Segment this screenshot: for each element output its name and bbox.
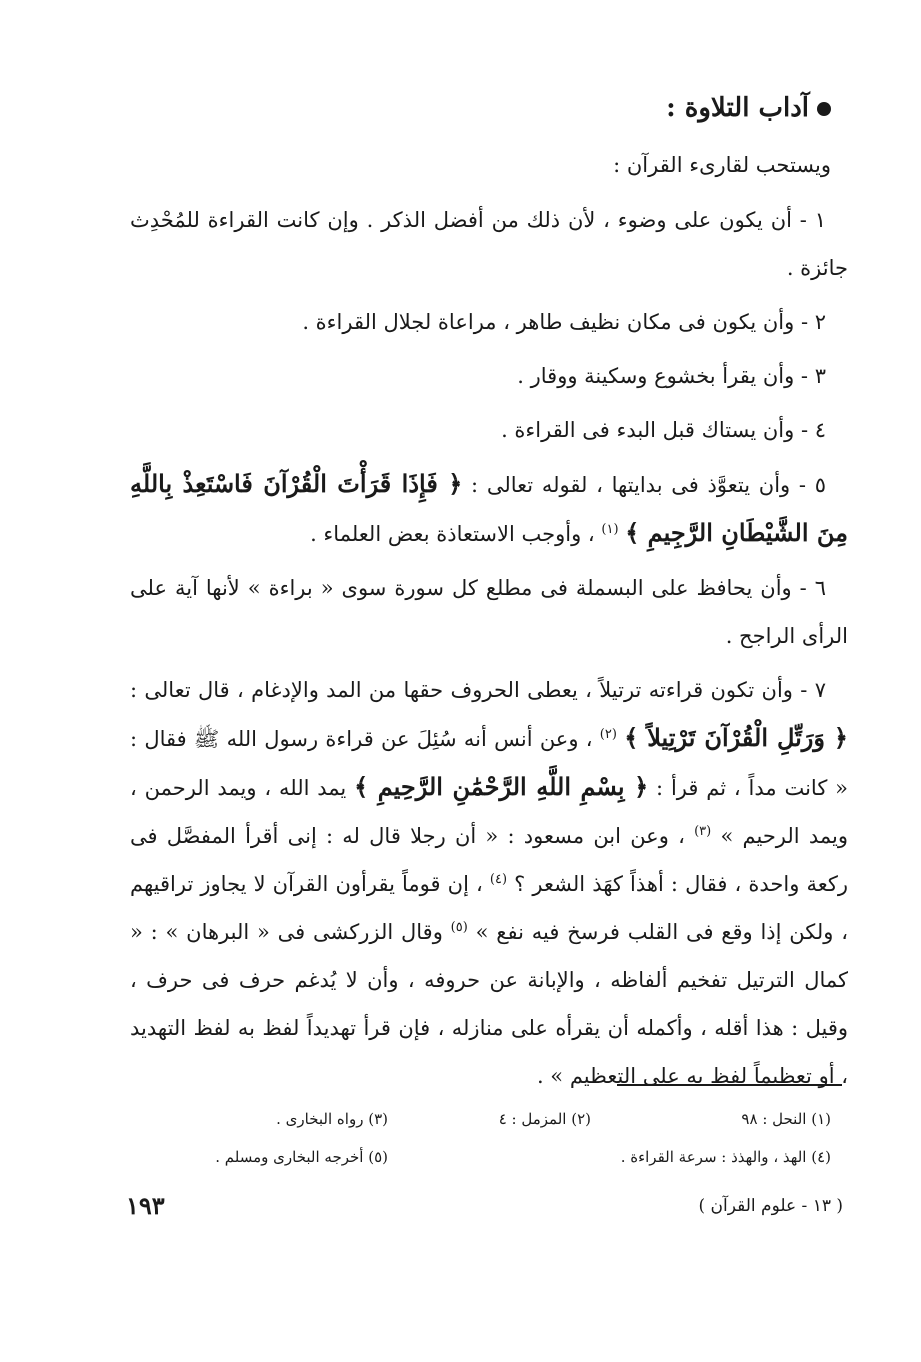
list-item-3: ٣ - وأن يقرأ بخشوع وسكينة ووقار .	[517, 364, 826, 388]
list-item-6: ٦ - وأن يحافظ على البسملة فى مطلع كل سورة سوى « براءة » لأنها آية على الرأى الراجح .	[130, 576, 848, 648]
footnote-ref-1: (١)	[601, 522, 619, 537]
item-7-text-c: يمد الله ، ويمد الرحمن ، ويمد الرحيم »	[130, 776, 848, 848]
footnote-divider	[617, 1084, 842, 1086]
bullet-icon	[817, 102, 831, 116]
quran-verse-istiadha: ﴿ فَإِذَا قَرَأْتَ الْقُرْآنَ فَاسْتَعِذْ بِاللَّهِ مِنَ الشَّيْطَانِ الرَّجِيمِ ﴾	[130, 469, 848, 547]
footnote-5: (٥) أخرجه البخارى ومسلم .	[215, 1148, 388, 1166]
footnote-ref-2: (٢)	[599, 727, 617, 742]
footnote-4: (٤) الهذ ، والهذذ : سرعة القراءة .	[620, 1148, 831, 1166]
intro-line: ويستحب لقارىء القرآن :	[613, 153, 831, 177]
list-item-5	[130, 460, 848, 558]
items-list	[130, 196, 848, 1106]
list-item-4: ٤ - وأن يستاك قبل البدء فى القراءة .	[501, 418, 826, 442]
item-7-text-d: ، وعن ابن مسعود : « أن رجلا قال له : إنى أقرأ المفصَّل فى ركعة واحدة ، فقال : أهذاً كهَذ الشعر ؟	[130, 824, 848, 896]
item-7-text-b: ، وعن أنس أنه سُئِلَ عن قراءة رسول الله ﷺ فقال : « كانت مداً ، ثم قرأ :	[130, 727, 849, 800]
list-item-2: ٢ - وأن يكون فى مكان نظيف طاهر ، مراعاة لجلال القراءة .	[302, 310, 826, 334]
item-7-text-f: وقال الزركشى فى « البرهان » : « كمال الترتيل تفخيم ألفاظه ، والإبانة عن حروفه ، وأن لا يُدغم حرف فى حرف ، وقيل : هذا أقله ، وأكمله أن يقرأه على منازله ، فإن قرأ تهديداً لفظ به لفظ التهديد ، أو تعظيماً لفظ به على التعظيم » .	[130, 920, 848, 1088]
quran-verse-basmala: ﴿ بِسْمِ اللَّهِ الرَّحْمَٰنِ الرَّحِيمِ ﴾	[354, 772, 649, 801]
footnote-ref-5: (٥)	[450, 920, 468, 935]
list-item-7	[130, 666, 848, 1100]
footnote-1: (١) النحل : ٩٨	[741, 1110, 831, 1128]
footnote-ref-3: (٣)	[694, 824, 712, 839]
footnote-3: (٣) رواه البخارى .	[276, 1110, 388, 1128]
footnote-ref-4: (٤)	[489, 872, 508, 887]
page-number: ١٩٣	[126, 1191, 165, 1220]
section-heading-text: آداب التلاوة :	[666, 93, 809, 123]
footnote-2: (٢) المزمل : ٤	[498, 1110, 591, 1128]
list-item-1: ١ - أن يكون على وضوء ، لأن ذلك من أفضل الذكر . وإن كانت القراءة للمُحْدِث جائزة .	[130, 208, 848, 280]
item-7-text-a: ٧ - وأن تكون قراءته ترتيلاً ، يعطى الحروف حقها من المد والإدغام ، قال تعالى :	[130, 678, 826, 702]
item-7-text-e: ، إن قوماً يقرأون القرآن لا يجاوز تراقيهم ، ولكن إذا وقع فى القلب فرسخ فيه نفع »	[130, 872, 848, 944]
section-heading	[666, 88, 831, 128]
item-5-text-b: ، وأوجب الاستعاذة بعض العلماء .	[310, 522, 602, 546]
item-5-text-a: ٥ - وأن يتعوَّذ فى بدايتها ، لقوله تعالى :	[462, 473, 826, 497]
chapter-footer: ( ١٣ - علوم القرآن )	[698, 1196, 843, 1216]
quran-verse-tartil: ﴿ وَرَتِّلِ الْقُرْآنَ تَرْتِيلاً ﴾	[624, 723, 848, 752]
